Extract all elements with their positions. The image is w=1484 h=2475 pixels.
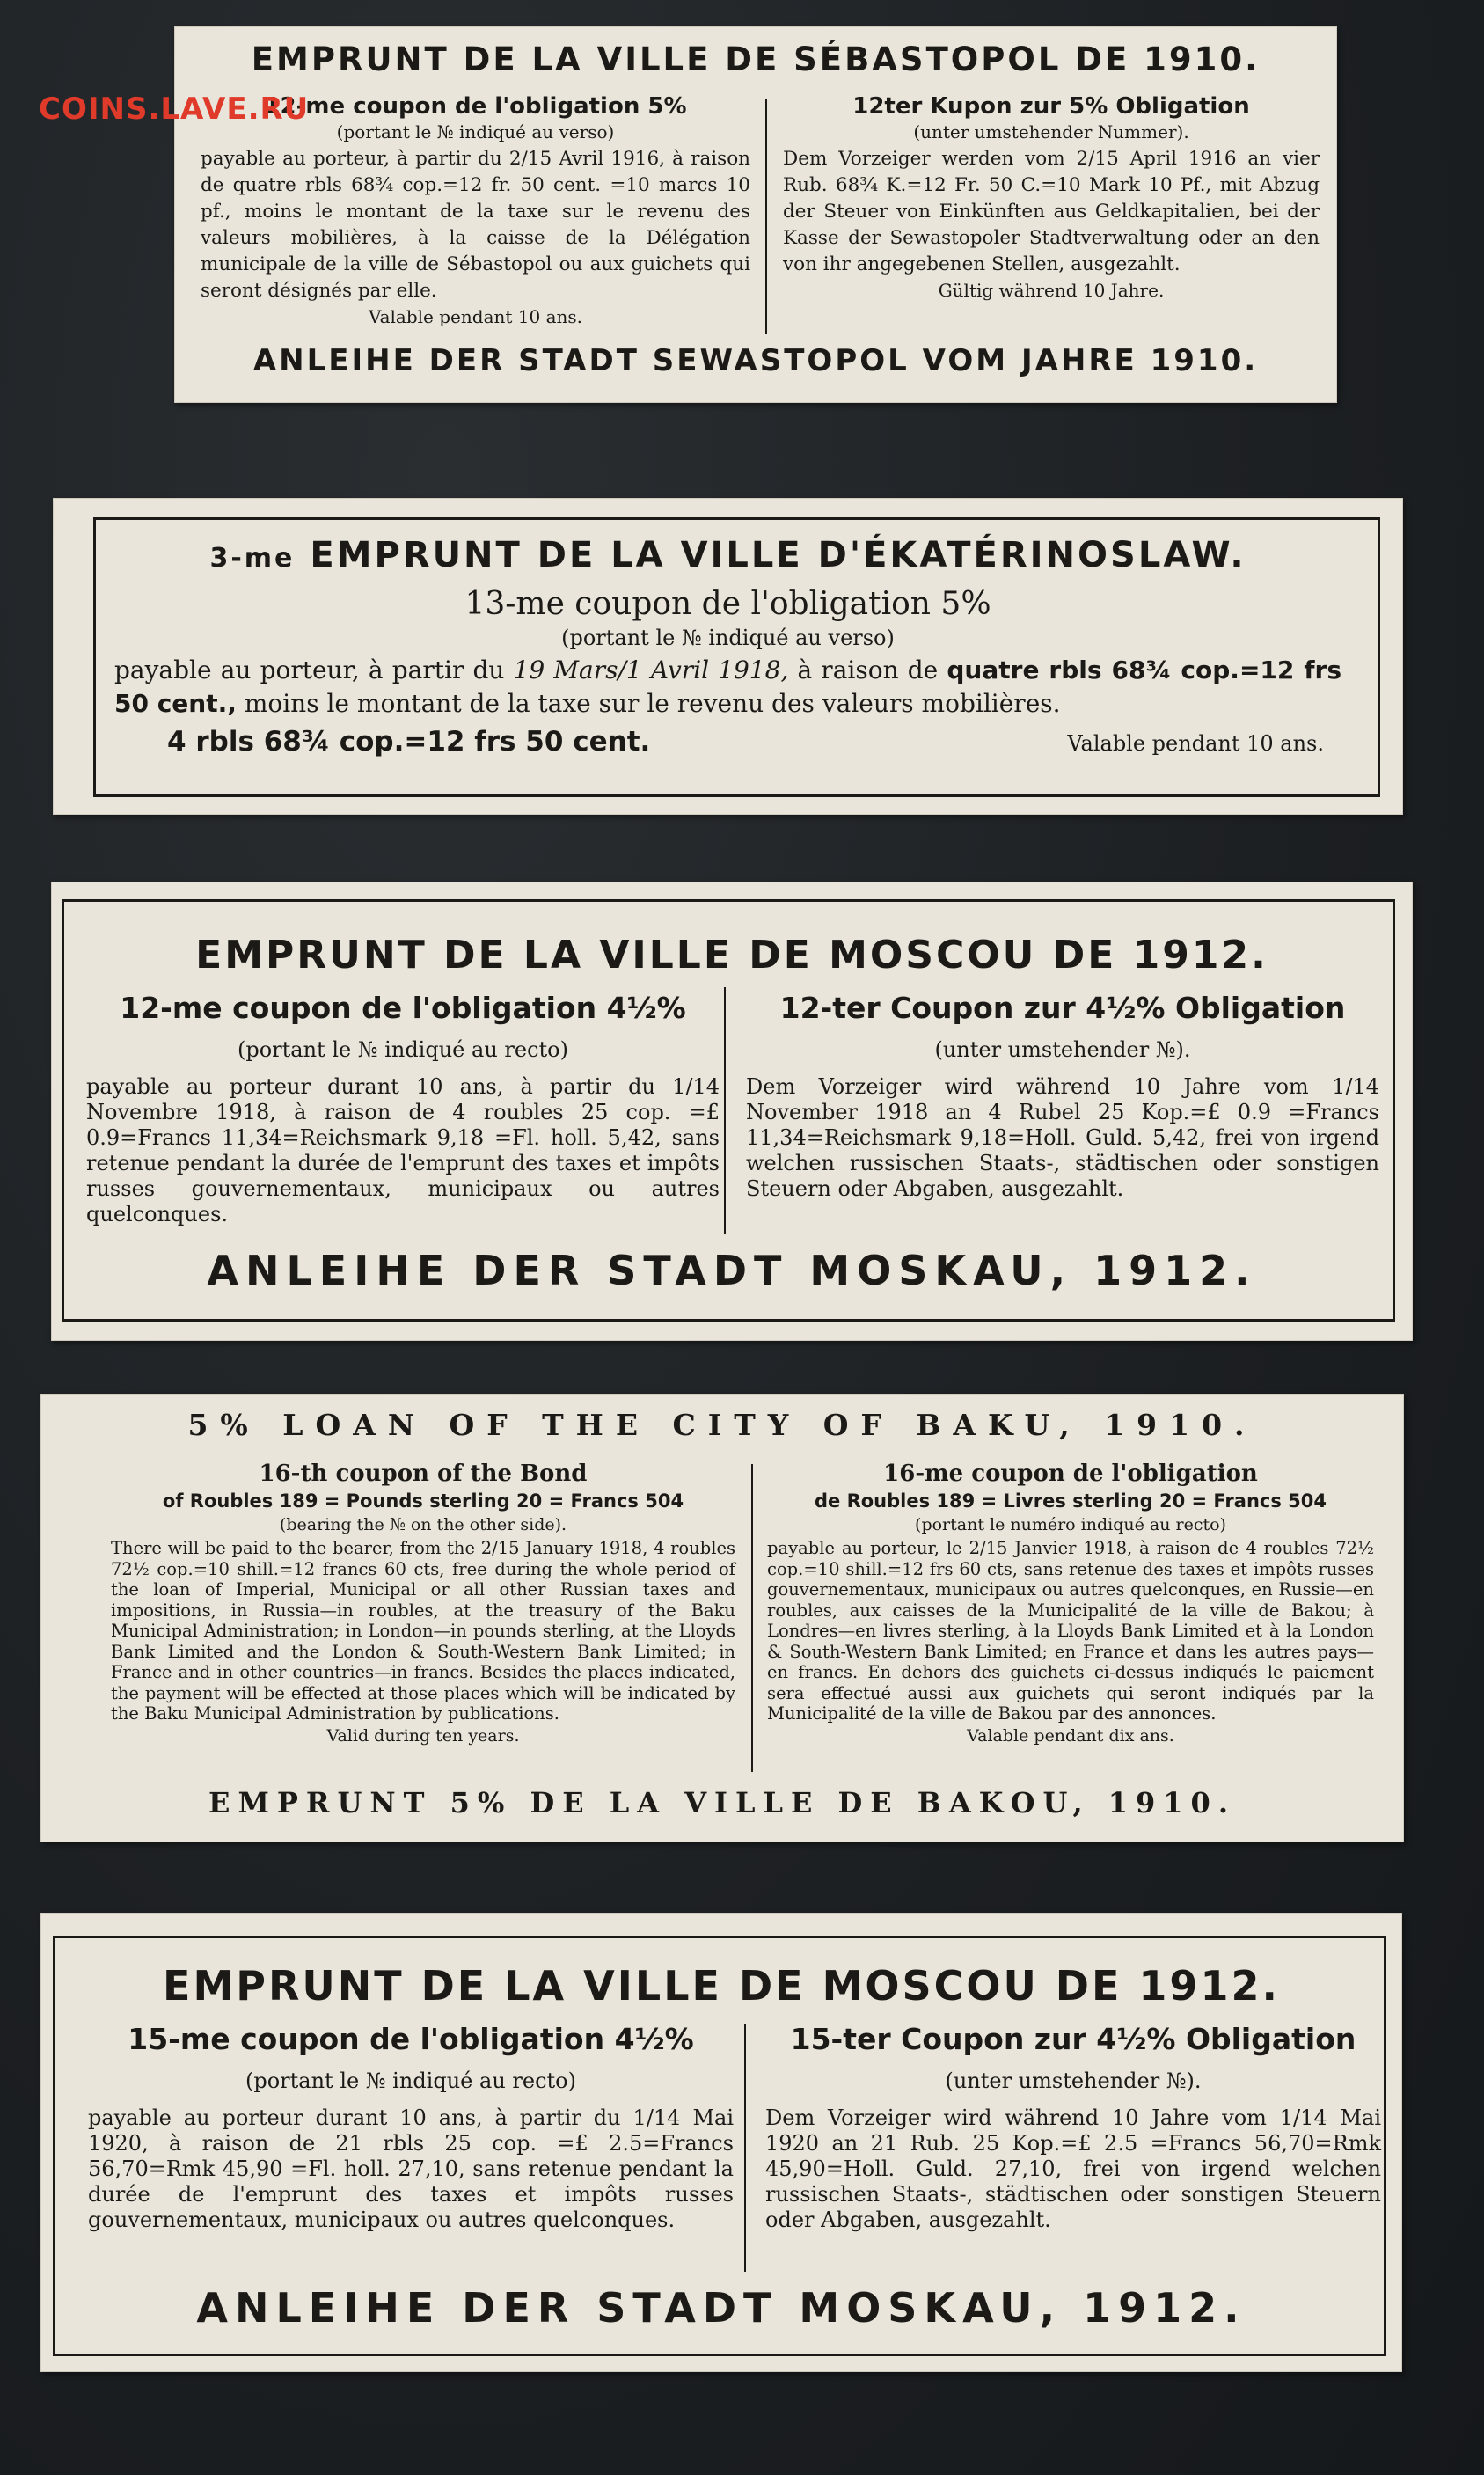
coupon-body: Dem Vorzeiger wird während 10 Jahre vom 1/14 Mai 1920 an 21 Rub. 25 Kop.=£ 2.5 =Francs 56,70=Rmk 45,90=Holl. Guld. 27,10, frei von irgend welchen russischen Staats-, städtischen oder sonstigen Steuern oder Abgaben, ausgezahlt. [765,2105,1381,2232]
coupon-title-bottom: ANLEIHE DER STADT SEWASTOPOL VOM JAHRE 1910. [252,343,1259,378]
coupon-heading: 12ter Kupon zur 5% Obligation [852,93,1250,120]
title-main: EMPRUNT DE LA VILLE D'ÉKATÉRINOSLAW. [310,535,1246,575]
coupon-valid: Valable pendant 10 ans. [1067,731,1324,756]
coupon-left-column [86,991,720,1227]
coupon-paren: (unter umstehender Nummer). [913,121,1189,143]
coupon-valid: Valid during ten years. [326,1725,520,1746]
coupon-heading: 12-me coupon de l'obligation 5% [264,93,687,120]
coupon-title-top: EMPRUNT DE LA VILLE DE MOSCOU DE 1912. [163,1962,1280,2010]
coupon-ekaterinoslaw [53,498,1403,815]
coupon-paren: (portant le numéro indiqué au recto) [915,1515,1226,1534]
coupon-heading: 13-me coupon de l'obligation 5% [464,586,991,622]
coupon-paren: (bearing the № on the other side). [279,1515,567,1534]
coupon-moscow-12 [51,882,1413,1341]
body-date: 19 Mars/1 Avril 1918, [513,655,789,685]
coupon-body: Dem Vorzeiger werden vom 2/15 April 1916 an vier Rub. 68¾ K.=12 Fr. 50 C.=10 Mark 10 Pf., mit Abzug der Steuer von Einkünften aus Geldkapitalien, bei der Kasse der Sewastopoler Stadtverwaltung oder an den von ihr angegebenen Stellen, ausgezahlt. [783,148,1320,275]
coupon-heading: 12-me coupon de l'obligation 4½% [120,991,686,1025]
body-part: moins le montant de la taxe sur le revenu des valeurs mobilières. [244,689,1061,718]
coupon-heading: 15-me coupon de l'obligation 4½% [128,2022,694,2056]
title-prefix: 3-me [209,543,296,574]
coupon-right-column [767,1461,1374,1746]
coupon-title-top: EMPRUNT DE LA VILLE DE SÉBASTOPOL DE 1910. [251,40,1261,78]
column-divider [765,99,767,334]
coupon-sebastopol [174,26,1337,403]
coupon-paren: (unter umstehender №). [945,2069,1202,2093]
coupon-baku [40,1394,1404,1842]
coupon-content [114,586,1341,758]
coupon-heading: 16-me coupon de l'obligation [883,1461,1258,1487]
coupon-right-column [765,2022,1381,2233]
column-divider [724,987,726,1234]
coupon-valid: Valable pendant dix ans. [967,1725,1174,1746]
coupon-body: Dem Vorzeiger wird während 10 Jahre vom 1/14 November 1918 an 4 Rubel 25 Kop.=£ 0.9 =Francs 11,34=Reichsmark 9,18=Holl. Guld. 5,42, frei von irgend welchen russischen Staats-, städtischen oder sonstigen Steuern oder Abgaben, ausgezahlt. [746,1074,1379,1201]
watermark: COINS.LAVE.RU [39,92,310,127]
coupon-right-column [783,93,1320,301]
coupon-title-bottom: ANLEIHE DER STADT MOSKAU, 1912. [196,2284,1246,2332]
coupon-moscow-15 [40,1913,1402,2372]
coupon-footer [114,726,1341,758]
coupon-subheading: de Roubles 189 = Livres sterling 20 = Francs 504 [815,1490,1327,1512]
coupon-title-top: EMPRUNT DE LA VILLE DE MOSCOU DE 1912. [195,933,1268,978]
body-part: à raison de [797,655,939,685]
coupon-valid: Valable pendant 10 ans. [369,306,582,327]
coupon-title-bottom: EMPRUNT 5% DE LA VILLE DE BAKOU, 1910. [208,1786,1236,1820]
coupon-valid: Gültig während 10 Jahre. [938,280,1165,301]
coupon-left-column [111,1461,735,1746]
coupon-left-column [201,93,750,327]
coupon-body: payable au porteur, à partir du 2/15 Avril 1916, à raison de quatre rbls 68¾ cop.=12 fr. 50 cent. =10 marcs 10 pf., moins le montant de la taxe sur le revenu des valeurs mobilières, à la caisse de la Délégation municipale de la ville de Sébastopol ou aux guichets qui seront désignés par elle. [201,148,750,302]
coupon-subheading: of Roubles 189 = Pounds sterling 20 = Francs 504 [162,1490,684,1512]
coupon-title-top [53,535,1403,575]
coupon-right-column [746,991,1379,1202]
column-divider [744,2024,746,2272]
amount-line: 4 rbls 68¾ cop.=12 frs 50 cent. [167,726,651,758]
coupon-paren: (portant le № indiqué au recto) [238,1037,568,1062]
coupon-paren: (portant le № indiqué au recto) [245,2069,576,2093]
coupon-paren: (portant le № indiqué au verso) [561,626,895,650]
coupon-body: payable au porteur durant 10 ans, à partir du 1/14 Novembre 1918, à raison de 4 roubles 25 cop. =£ 0.9=Francs 11,34=Reichsmark 9,18 =Fl. holl. 5,42, sans retenue pendant la durée de l'emprunt des taxes et impôts russes gouvernementaux, municipaux ou autres quelconques. [86,1074,720,1227]
coupon-body: There will be paid to the bearer, from the 2/15 January 1918, 4 roubles 72½ cop.=10 shill.=12 francs 60 cts, free during the whole period of the loan of Imperial, Municipal or all other Russian taxes and impositions, in Russia—in roubles, at the treasury of the Baku Municipal Administration; in London—in pounds sterling, at the Lloyds Bank Limited and the London & South-Western Bank Limited; in France and in other countries—in francs. Besides the places indicated, the payment will be effected at those places which will be indicated by the Baku Municipal Administration by publications. [111,1538,735,1724]
coupon-body: payable au porteur, le 2/15 Janvier 1918, à raison de 4 roubles 72½ cop.=10 shill.=12 frs 60 cts, sans retenue des taxes et impôts russes gouvernementaux, municipaux ou autres quelconques, en Russie—en roubles, aux caisses de la Municipalité de la ville de Bakou; à Londres—en livres sterling, à la Lloyds Bank Limited et à la London & South-Western Bank Limited; en France et dans les autres pays—en francs. En dehors des guichets ci-dessus indiqués le paiement sera effectué aussi aux guichets qui seront indiqués par la Municipalité de la ville de Bakou par des annonces. [767,1538,1374,1724]
body-amount: quatre rbls 68¾ cop.=12 frs 50 cent., [114,655,1342,718]
coupon-heading: 12-ter Coupon zur 4½% Obligation [779,991,1346,1025]
coupon-heading: 15-ter Coupon zur 4½% Obligation [790,2022,1356,2056]
coupon-left-column [88,2022,734,2233]
coupon-title-top: 5% LOAN OF THE CITY OF BAKU, 1910. [187,1408,1257,1442]
coupon-body [114,654,1341,721]
coupon-body: payable au porteur durant 10 ans, à partir du 1/14 Mai 1920, à raison de 21 rbls 25 cop. =£ 2.5=Francs 56,70=Rmk 45,90 =Fl. holl. 27,10, sans retenue pendant la durée de l'emprunt des taxes et impôts russes gouvernementaux, municipaux ou autres quelconques. [88,2105,734,2232]
column-divider [751,1464,753,1772]
coupon-paren: (portant le № indiqué au verso) [336,121,615,143]
coupon-heading: 16-th coupon of the Bond [259,1461,588,1487]
body-part: payable au porteur, à partir du [114,655,505,685]
coupon-paren: (unter umstehender №). [934,1037,1191,1062]
coupon-title-bottom: ANLEIHE DER STADT MOSKAU, 1912. [207,1247,1257,1294]
